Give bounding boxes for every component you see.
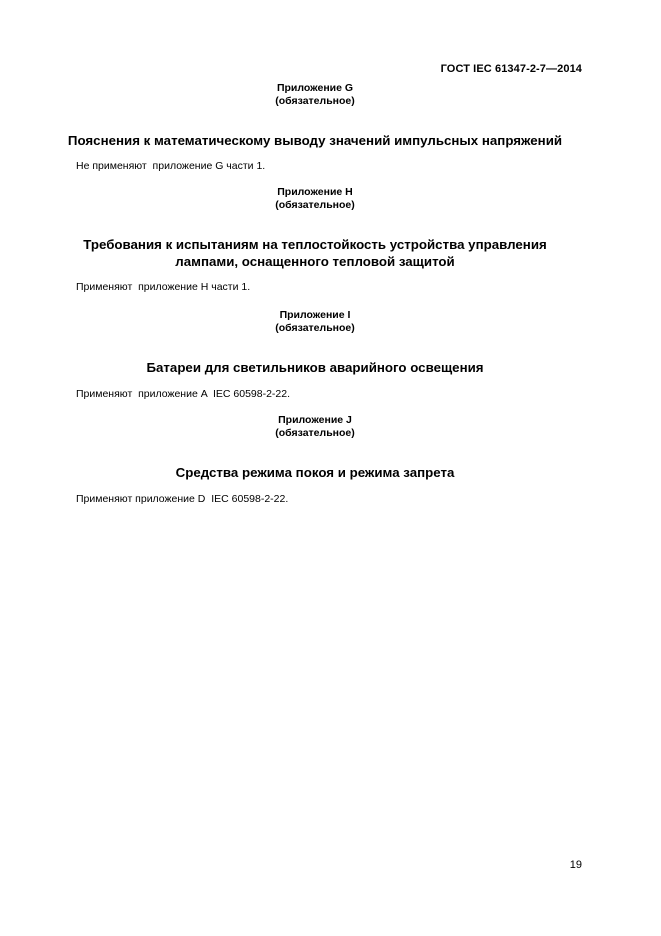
annex-g-text: Не применяют приложение G части 1. [76,160,266,172]
annex-j-heading: Средства режима покоя и режима запрета [175,465,455,480]
annex-g-title: Приложение G [276,82,354,94]
annex-h-title: Приложение H [277,186,353,198]
annex-h-text: Применяют приложение H части 1. [76,281,251,293]
annex-j-status: (обязательное) [275,427,355,439]
annex-i-heading: Батареи для светильников аварийного освещения [146,360,484,375]
page-number: 19 [569,859,582,871]
annex-i-text: Применяют приложение A IEC 60598-2-22. [76,388,291,400]
annex-j-text: Применяют приложение D IEC 60598-2-22. [76,493,289,505]
annex-h-heading-line2: лампами, оснащенного тепловой защитой [175,254,455,269]
annex-g-heading: Пояснения к математическому выводу значений импульсных напряжений [67,133,563,148]
annex-j-title: Приложение J [278,414,352,426]
annex-g-status: (обязательное) [275,95,355,107]
document-code: ГОСТ IEC 61347-2-7—2014 [440,63,582,75]
annex-i-status: (обязательное) [275,322,355,334]
annex-h-heading: Требования к испытаниям на теплостойкость устройства управления [83,237,547,252]
annex-i-title: Приложение I [279,309,351,321]
annex-h-status: (обязательное) [275,199,355,211]
